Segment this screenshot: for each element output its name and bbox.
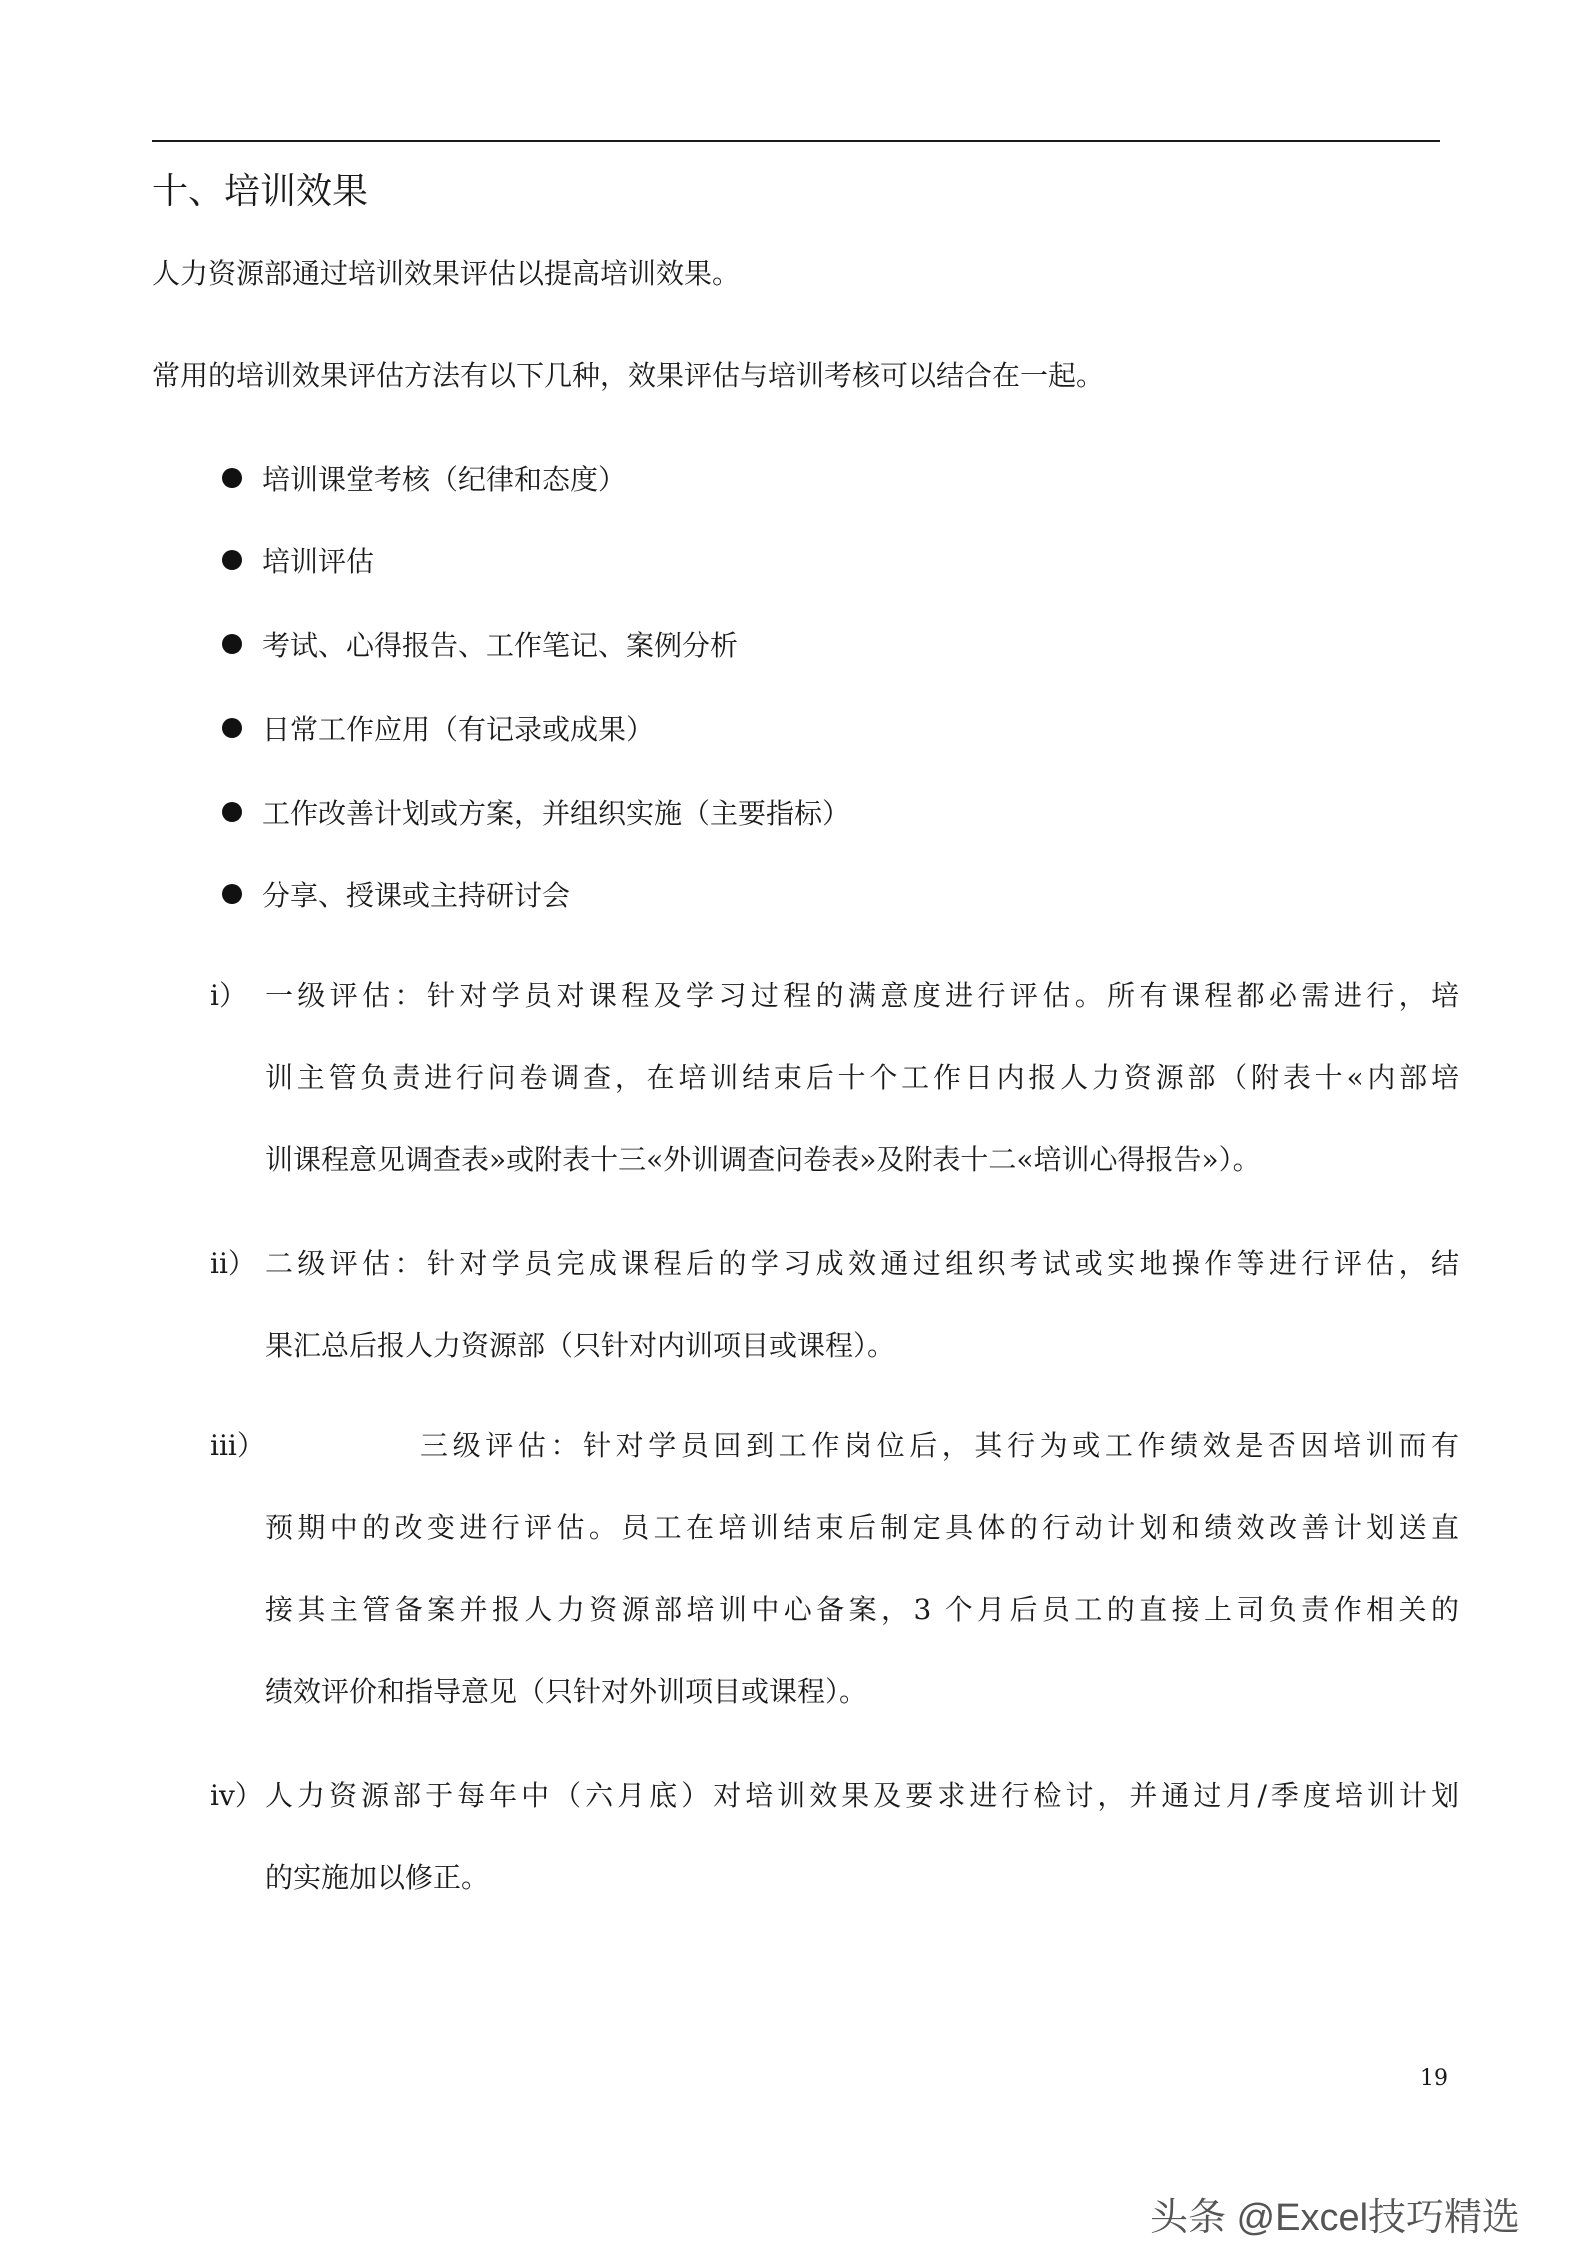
bullet-item xyxy=(222,540,374,580)
bullet-item xyxy=(222,624,738,664)
level-line: 三级评估：针对学员回到工作岗位后，其行为或工作绩效是否因培训而有 xyxy=(420,1429,1459,1462)
bullet-dot-icon xyxy=(222,550,242,570)
intro-paragraph: 常用的培训效果评估方法有以下几种，效果评估与培训考核可以结合在一起。 xyxy=(152,359,1105,392)
level-line: 训课程意见调查表»或附表十三«外训调查问卷表»及附表十二«培训心得报告»）。 xyxy=(265,1143,1261,1176)
bullet-item xyxy=(222,792,850,832)
level-marker: ii） xyxy=(210,1247,256,1280)
bullet-dot-icon xyxy=(222,634,242,654)
level-line: 预期中的改变进行评估。员工在培训结束后制定具体的行动计划和绩效改善计划送直 xyxy=(265,1511,1459,1544)
level-line: 训主管负责进行问卷调查，在培训结束后十个工作日内报人力资源部（附表十«内部培 xyxy=(265,1061,1459,1094)
bullet-text: 培训课堂考核（纪律和态度） xyxy=(262,463,627,496)
page-number: 19 xyxy=(1420,2066,1448,2091)
bullet-text: 工作改善计划或方案，并组织实施（主要指标） xyxy=(262,797,851,830)
section-heading: 十、培训效果 xyxy=(152,171,369,212)
level-line: 绩效评价和指导意见（只针对外训项目或课程）。 xyxy=(265,1675,868,1708)
level-line: 接其主管备案并报人力资源部培训中心备案，3 个月后员工的直接上司负责作相关的 xyxy=(265,1593,1459,1626)
bullet-item xyxy=(222,458,626,498)
level-line: 的实施加以修正。 xyxy=(265,1861,490,1894)
level-marker: iii） xyxy=(210,1429,265,1462)
intro-paragraph: 人力资源部通过培训效果评估以提高培训效果。 xyxy=(152,257,741,290)
bullet-item xyxy=(222,874,570,914)
header-rule xyxy=(152,140,1440,142)
level-line: 果汇总后报人力资源部（只针对内训项目或课程）。 xyxy=(265,1329,896,1362)
bullet-text: 考试、心得报告、工作笔记、案例分析 xyxy=(262,629,739,662)
bullet-item xyxy=(222,708,654,748)
bullet-dot-icon xyxy=(222,468,242,488)
watermark: 头条 @Excel技巧精选 xyxy=(1150,2197,1521,2239)
bullet-text: 日常工作应用（有记录或成果） xyxy=(262,713,655,746)
bullet-dot-icon xyxy=(222,884,242,904)
level-line: 人力资源部于每年中（六月底）对培训效果及要求进行检讨，并通过月/季度培训计划 xyxy=(265,1779,1459,1812)
level-line: 二级评估：针对学员完成课程后的学习成效通过组织考试或实地操作等进行评估，结 xyxy=(265,1247,1459,1280)
bullet-text: 分享、授课或主持研讨会 xyxy=(262,879,571,912)
bullet-text: 培训评估 xyxy=(262,545,375,578)
level-marker: i） xyxy=(210,979,247,1012)
level-marker: iv） xyxy=(210,1779,263,1812)
level-line: 一级评估：针对学员对课程及学习过程的满意度进行评估。所有课程都必需进行，培 xyxy=(265,979,1459,1012)
bullet-dot-icon xyxy=(222,802,242,822)
bullet-dot-icon xyxy=(222,718,242,738)
